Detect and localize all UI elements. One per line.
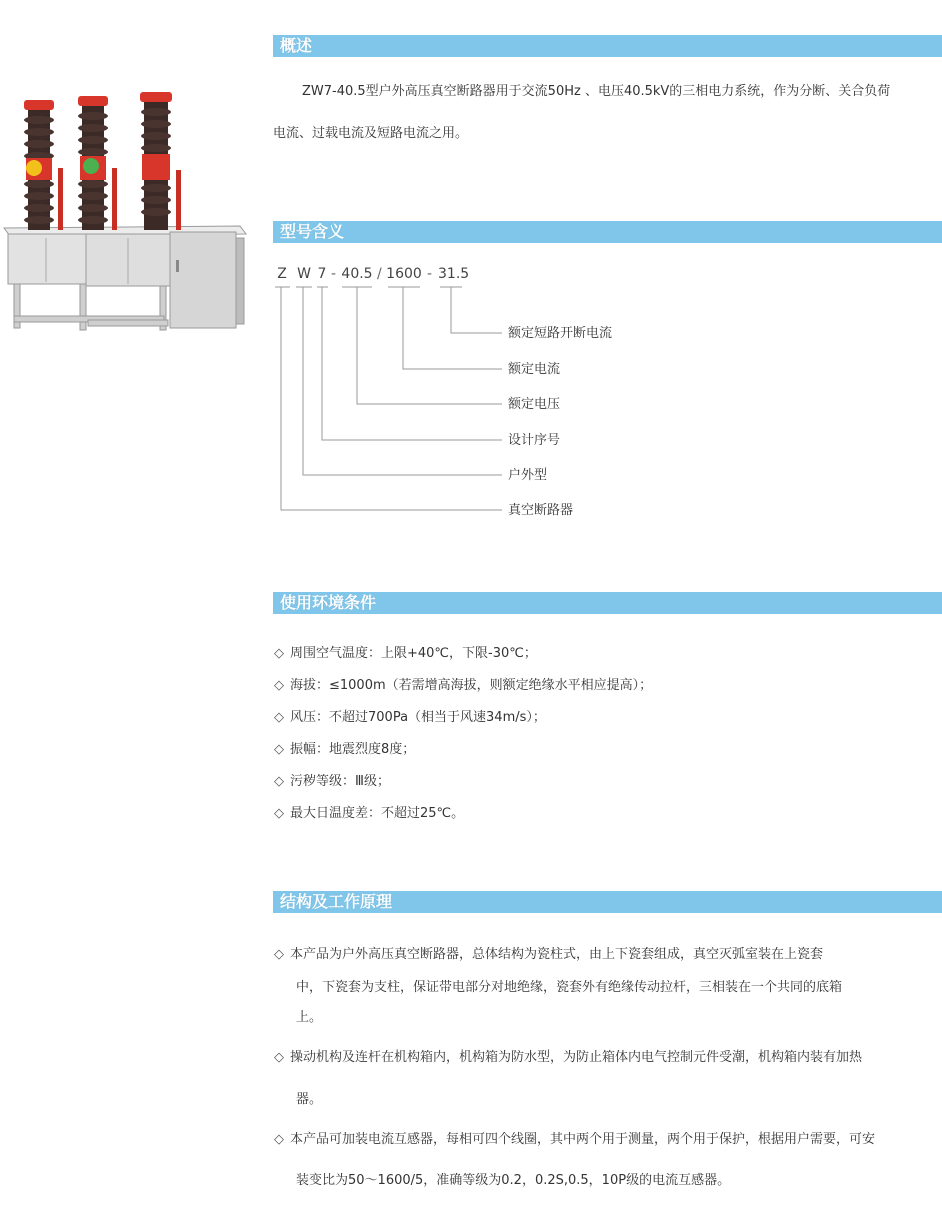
environment-item (274, 770, 390, 789)
diamond-bullet-icon: ◇ (274, 678, 284, 693)
environment-item (274, 706, 546, 725)
model-code-z: Z (277, 266, 287, 282)
legend-rated-current: 额定电流 (508, 362, 561, 377)
structure-p3-line-2: 装变比为50～1600/5，准确等级为0.2，0.2S,0.5，10P级的电流互感器。 (296, 1173, 731, 1188)
structure-p2-line-1 (274, 1046, 862, 1065)
legend-rated-short-circuit-breaking-current: 额定短路开断电流 (508, 326, 613, 341)
diamond-bullet-icon: ◇ (274, 710, 284, 725)
model-sep-1: - (331, 266, 337, 282)
overview-line-1: ZW7-40.5型户外高压真空断路器用于交流50Hz 、电压40.5kV的三相电力系统，作为分断、关合负荷 (302, 84, 891, 99)
diamond-bullet-icon: ◇ (274, 646, 284, 661)
structure-p1-line-1 (274, 943, 823, 962)
diamond-bullet-icon: ◇ (274, 947, 284, 962)
overview-line-2: 电流、过载电流及短路电流之用。 (273, 126, 469, 141)
model-sep-2: / (377, 266, 382, 282)
legend-vacuum-breaker: 真空断路器 (508, 503, 574, 518)
diamond-bullet-icon: ◇ (274, 1050, 284, 1065)
environment-item-text: 污秽等级：Ⅲ级； (290, 774, 390, 789)
structure-p3-text: 本产品可加装电流互感器，每相可四个线圈，其中两个用于测量，两个用于保护，根据用户需要，可安 (290, 1132, 876, 1147)
structure-p2-line-2: 器。 (296, 1092, 323, 1107)
model-legend-lines (0, 0, 942, 560)
structure-header (273, 891, 942, 913)
environment-item (274, 642, 537, 661)
overview-title: 概述 (280, 36, 313, 55)
environment-item (274, 738, 415, 757)
environment-title: 使用环境条件 (280, 593, 377, 612)
environment-header (273, 592, 942, 614)
diamond-bullet-icon: ◇ (274, 1132, 284, 1147)
environment-item-text: 周围空气温度：上限+40℃，下限-30℃； (290, 646, 537, 661)
environment-item-text: 最大日温度差：不超过25℃。 (290, 806, 465, 821)
environment-item-text: 振幅：地震烈度8度； (290, 742, 416, 757)
structure-p2-text: 操动机构及连杆在机构箱内，机构箱为防水型，为防止箱体内电气控制元件受潮，机构箱内装有加热 (290, 1050, 863, 1065)
diamond-bullet-icon: ◇ (274, 774, 284, 789)
model-code-breaking: 31.5 (438, 266, 470, 282)
legend-outdoor-type: 户外型 (508, 468, 548, 483)
environment-item (274, 802, 464, 821)
model-sep-3: - (427, 266, 433, 282)
structure-p1-text: 本产品为户外高压真空断路器，总体结构为瓷柱式，由上下瓷套组成，真空灭弧室装在上瓷套 (290, 947, 824, 962)
legend-design-serial: 设计序号 (508, 433, 561, 448)
environment-item (274, 674, 652, 693)
structure-title: 结构及工作原理 (280, 892, 393, 911)
legend-rated-voltage: 额定电压 (508, 397, 561, 412)
environment-item-text: 海拔：≤1000m（若需增高海拔，则额定绝缘水平相应提高）； (290, 678, 653, 693)
model-code-current: 1600 (386, 266, 422, 282)
model-code-w: W (297, 266, 311, 282)
model-code-7: 7 (317, 266, 327, 282)
structure-p3-line-1 (274, 1128, 875, 1147)
model-code-voltage: 40.5 (341, 266, 373, 282)
environment-item-text: 风压：不超过700Pa（相当于风速34m/s）； (290, 710, 546, 725)
diamond-bullet-icon: ◇ (274, 742, 284, 757)
structure-p1-line-3: 上。 (296, 1010, 323, 1025)
diamond-bullet-icon: ◇ (274, 806, 284, 821)
structure-p1-line-2: 中，下瓷套为支柱，保证带电部分对地绝缘，瓷套外有绝缘传动拉杆，三相装在一个共同的底箱 (296, 980, 843, 995)
model-meaning-title: 型号含义 (280, 222, 345, 241)
